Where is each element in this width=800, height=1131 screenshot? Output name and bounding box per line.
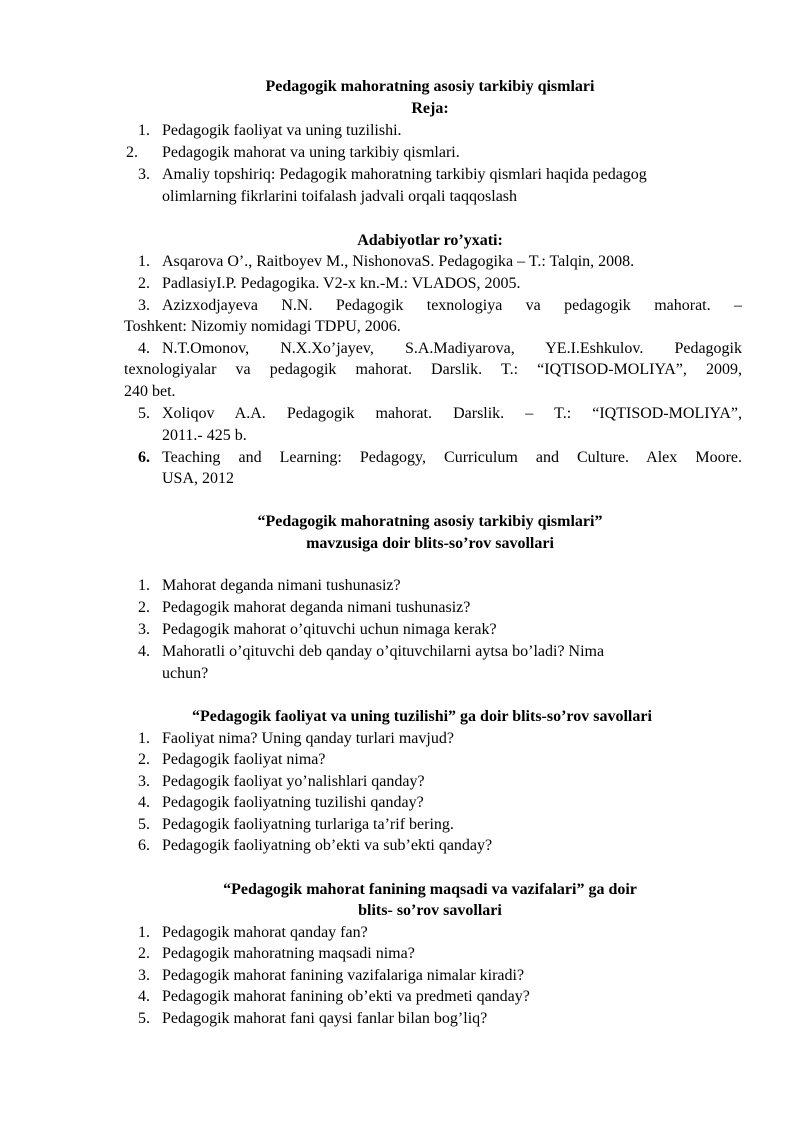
blits2-item-5: Pedagogik faoliyatning turlariga ta’rif bering. <box>162 816 454 833</box>
blits3-item-1: Pedagogik mahorat qanday fan? <box>162 924 368 941</box>
reja-num-3: 3. <box>138 166 150 183</box>
adab-num-2: 2. <box>138 275 150 292</box>
adab-num-5: 5. <box>138 405 150 422</box>
adab-item-6-line1: Teaching and Learning: Pedagogy, Curriculum and Culture. Alex Moore. <box>162 449 742 466</box>
blits3-num-3: 3. <box>138 967 150 984</box>
blits3-item-4: Pedagogik mahorat fanining ob’ekti va predmeti qanday? <box>162 988 530 1005</box>
adab-item-4-line1: N.T.Omonov, N.X.Xo’jayev, S.A.Madiyarova, YE.I.Eshkulov. Pedagogik <box>162 340 742 357</box>
blits2-item-4: Pedagogik faoliyatning tuzilishi qanday? <box>162 794 424 811</box>
blits1-item-4-line1: Mahoratli o’qituvchi deb qanday o’qituvchilarni aytsa bo’ladi? Nima <box>162 643 605 660</box>
blits3-num-1: 1. <box>138 924 150 941</box>
blits2-item-2: Pedagogik faoliyat nima? <box>162 751 326 768</box>
blits2-num-5: 5. <box>138 816 150 833</box>
blits1-num-3: 3. <box>138 621 150 638</box>
blits2-num-1: 1. <box>138 730 150 747</box>
adab-item-5-line1: Xoliqov A.A. Pedagogik mahorat. Darslik. – T.: “IQTISOD-MOLIYA”, <box>162 405 742 422</box>
blits3-heading-line2: blits- so’rov savollari <box>358 902 502 919</box>
blits1-heading-line2: mavzusiga doir blits-so’rov savollari <box>306 535 554 552</box>
reja-num-1: 1. <box>138 122 150 139</box>
blits3-num-5: 5. <box>138 1010 150 1027</box>
reja-item-3-line2: olimlarning fikrlarini toifalash jadvali orqali taqqoslash <box>162 188 518 205</box>
blits2-item-6: Pedagogik faoliyatning ob’ekti va sub’ekti qanday? <box>162 837 493 854</box>
adab-item-6-line2: USA, 2012 <box>162 470 235 487</box>
blits2-num-6: 6. <box>138 837 150 854</box>
blits1-num-1: 1. <box>138 577 150 594</box>
blits1-item-3: Pedagogik mahorat o’qituvchi uchun nimaga kerak? <box>162 621 497 638</box>
reja-item-3-line1: Amaliy topshiriq: Pedagogik mahoratning tarkibiy qismlari haqida pedagog <box>162 166 647 183</box>
adab-num-3: 3. <box>138 297 150 314</box>
adab-num-1: 1. <box>138 253 150 270</box>
blits1-item-4-line2: uchun? <box>162 665 209 682</box>
reja-heading: Reja: <box>411 100 449 117</box>
blits2-num-4: 4. <box>138 794 150 811</box>
reja-item-1: Pedagogik faoliyat va uning tuzilishi. <box>162 122 402 139</box>
blits2-num-3: 3. <box>138 773 150 790</box>
document-title: Pedagogik mahoratning asosiy tarkibiy qismlari <box>265 78 595 95</box>
blits2-num-2: 2. <box>138 751 150 768</box>
adab-item-3-line1: Azizxodjayeva N.N. Pedagogik texnologiya va pedagogik mahorat. – <box>162 297 742 314</box>
blits1-num-4: 4. <box>138 643 150 660</box>
blits1-heading-line1: “Pedagogik mahoratning asosiy tarkibiy qismlari” <box>257 513 603 530</box>
blits3-num-2: 2. <box>138 945 150 962</box>
blits2-heading: “Pedagogik faoliyat va uning tuzilishi” ga doir blits-so’rov savollari <box>192 708 652 725</box>
blits3-item-5: Pedagogik mahorat fani qaysi fanlar bilan bog’liq? <box>162 1010 488 1027</box>
blits2-item-1: Faoliyat nima? Uning qanday turlari mavjud? <box>162 730 454 747</box>
reja-item-2: Pedagogik mahorat va uning tarkibiy qismlari. <box>162 144 460 161</box>
adab-num-4: 4. <box>138 340 150 357</box>
adab-item-1: Asqarova O’., Raitboyev M., NishonovaS. Pedagogika – T.: Talqin, 2008. <box>162 253 635 270</box>
blits3-item-2: Pedagogik mahoratning maqsadi nima? <box>162 945 415 962</box>
adab-item-2: PadlasiyI.P. Pedagogika. V2-x kn.-M.: VLADOS, 2005. <box>162 275 521 292</box>
adab-item-4-line2: texnologiyalar va pedagogik mahorat. Darslik. T.: “IQTISOD-MOLIYA”, 2009, <box>124 361 742 378</box>
blits3-heading-line1: “Pedagogik mahorat fanining maqsadi va vazifalari” ga doir <box>223 881 637 898</box>
blits3-item-3: Pedagogik mahorat fanining vazifalariga nimalar kiradi? <box>162 967 525 984</box>
adab-item-4-line3: 240 bet. <box>124 383 176 400</box>
blits1-item-1: Mahorat deganda nimani tushunasiz? <box>162 577 401 594</box>
adab-num-6: 6. <box>138 449 150 466</box>
adab-item-5-line2: 2011.- 425 b. <box>162 427 247 444</box>
blits1-num-2: 2. <box>138 599 150 616</box>
blits2-item-3: Pedagogik faoliyat yo’nalishlari qanday? <box>162 773 425 790</box>
blits3-num-4: 4. <box>138 988 150 1005</box>
adab-item-3-line2: Toshkent: Nizomiy nomidagi TDPU, 2006. <box>124 318 401 335</box>
reja-num-2: 2. <box>126 144 138 161</box>
adabiyotlar-heading: Adabiyotlar ro’yxati: <box>357 232 503 249</box>
blits1-item-2: Pedagogik mahorat deganda nimani tushunasiz? <box>162 599 471 616</box>
